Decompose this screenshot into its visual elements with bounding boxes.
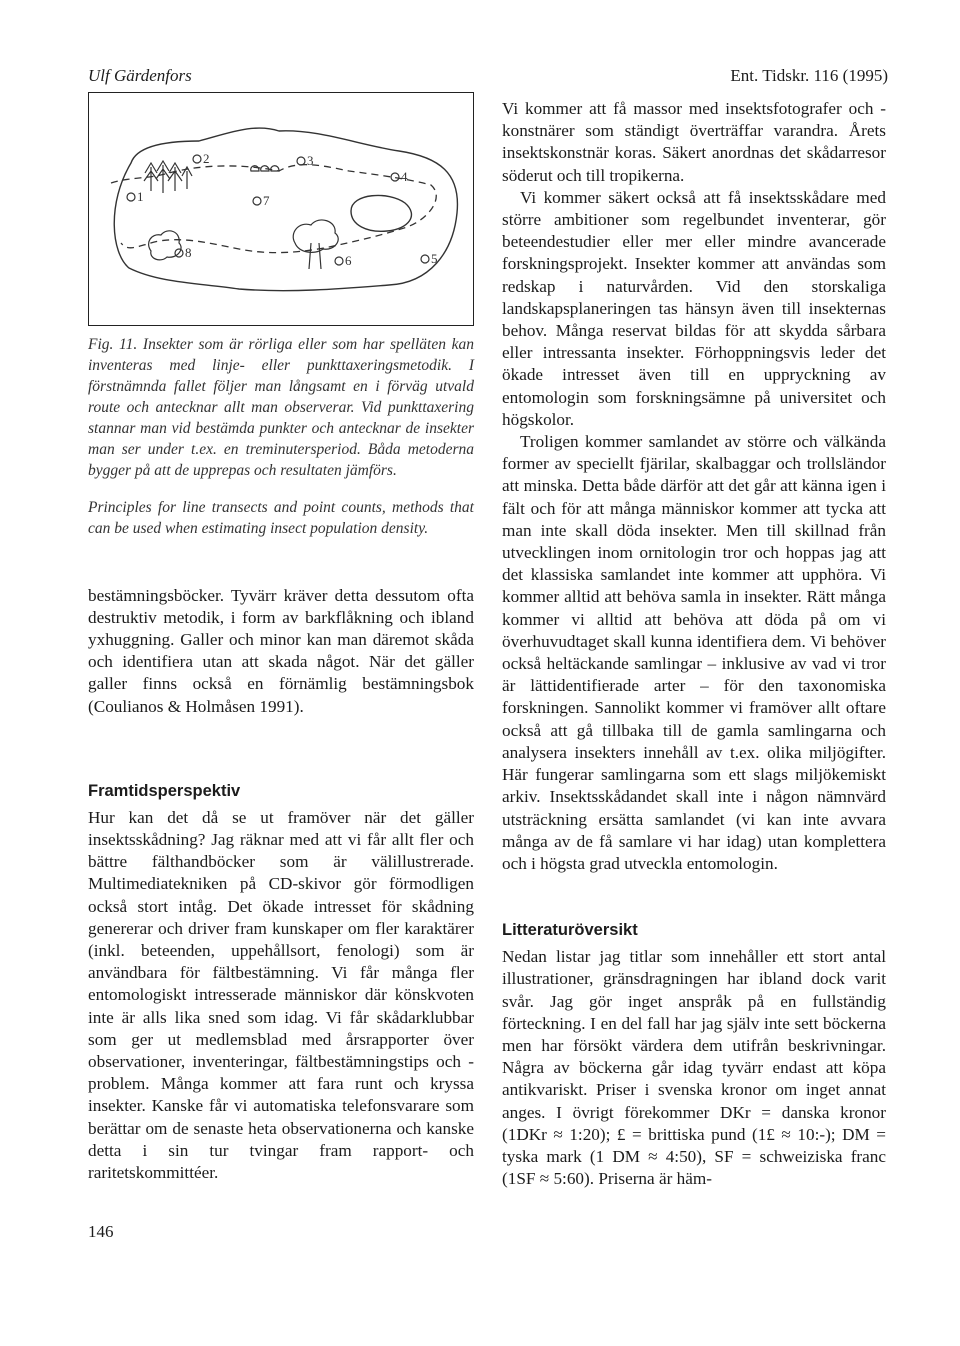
running-header-author: Ulf Gärdenfors	[88, 66, 192, 85]
figure-caption-swedish: Fig. 11. Insekter som är rörliga eller som har spelläten kan inventeras med linje- eller punkttaxeringsmetodik. I förstnämnda fallet följer man långsamt en i förväg utvald route och antecknar allt man observerar. Vid punkttaxering stannar man vid bestämda punkter och antecknar de insekter man ser under t.ex. en treminutersperiod. Båda metoderna bygger på att de upprepas och resultaten jämförs.	[88, 336, 474, 479]
point-label: 4	[401, 169, 408, 184]
body-paragraph: Hur kan det då se ut framöver när det gäller insektsskådning? Jag räknar med att vi får allt fler och bättre fälthandböcker som är välillustrerade. Multimediatekniken på CD-skivor gör förmodligen också stort intåg. Det ökade intresset för skådning genererar och driver fram kunskaper om fler karaktärer (inkl. beteenden, uppehållsort, fenologi) som är användbara för fältbestämning. Vi får många fler entomologiskt intresserade människor där könskvoten inte är alls lika sned som idag. Vi får skådarklubbar som ger ut medlemsblad med årsrapporter över observationer, inventeringar, fältbestämningstips och -problem. Många kommer att fara runt och kryssa insekter. Kanske får vi automatiska telefonsvarare som berättar om de senaste heta observationerna och kanske detta i sin tur tvingar fram rapport- och raritetskommittéer.	[88, 807, 474, 1182]
body-paragraph: Vi kommer att få massor med insektsfotografer och -konstnärer som ständigt överträffar varandra. Årets insektskonstnär koras. Säkert anordnas det skådarresor söderut och till tropikerna.	[502, 99, 886, 185]
body-paragraph: Nedan listar jag titlar som innehåller ett stort antal illustrationer, gränsdragningen har ibland dock varit svår. Jag gör inget anspråk på en fullständig förteckning. I en del fall har jag själv inte sett böckerna men har försökt värdera dem utifrån beskrivningar. Några av böckerna går idag tyvärr endast att köpa antikvariskt. Priser i svenska kronor om inget annat anges. I övrigt förekommer DKr = danska kronor (1DKr ≈ 1:20); £ = brittiska pund (1£ ≈ 10:-); DM = tyska mark (1 DM ≈ 4:50), SF = schweiziska franc (1SF ≈ 5:60). Priserna är häm-	[502, 947, 886, 1189]
route-map-drawing	[89, 93, 474, 326]
figure-caption-english: Principles for line transects and point counts, methods that can be used when estimating insect population density.	[88, 498, 474, 537]
point-label: 2	[203, 151, 210, 166]
figure-illustration	[88, 92, 474, 326]
section-heading: Framtidsperspektiv	[88, 781, 241, 800]
point-label: 1	[137, 189, 144, 204]
body-paragraph: bestämningsböcker. Tyvärr kräver detta dessutom ofta destruktiv metodik, i form av barkflåkning och ibland yxhuggning. Galler och minor kan man däremot skåda och identifiera utan att skada något. När det gäller galler finns också en förnämlig bestämningsbok (Coulianos & Holmåsen 1991).	[88, 585, 474, 716]
section-heading: Litteraturöversikt	[502, 921, 638, 940]
point-label: 6	[345, 253, 352, 268]
left-column	[88, 92, 474, 1184]
right-column	[502, 98, 886, 1190]
point-label: 3	[307, 153, 314, 168]
running-header-journal: Ent. Tidskr. 116 (1995)	[730, 66, 888, 85]
page-number: 146	[88, 1222, 114, 1241]
point-label: 7	[263, 193, 270, 208]
body-paragraph: Vi kommer säkert också att få insektsskådare med större ambitioner som regelbundet inventerar, gör beteendestudier eller mer eller mindre avancerade forskningsprojekt. Insekter kommer att användas som redskap i naturvården. Vid den storskaliga landskapsplaneringen tas hänsyn även till insekternas behov. Många reservat bildas för att skydda sårbara eller intressanta insekter. Förhoppningsvis leder det ökade intresset även till en uppryckning av entomologin som forskningsämne på universitet och högskolor.	[502, 187, 886, 429]
point-label: 8	[185, 245, 192, 260]
point-label: 5	[431, 251, 438, 266]
body-paragraph: Troligen kommer samlandet av större och välkända former av speciellt fjärilar, skalbaggar och trollsländor att minska. Detta både därför att det går att känna igen i fält och för att många människor kommer att tycka att man inte skall döda insekter. Men till skillnad från utvecklingen inom ornitologin tror och hoppas jag att det klassiska samlandet inte kommer att upphöra. Vi kommer alltid att behöva samla in insekter. Rätt många kommer vi alltid att behöva att döda på om vi överhuvudtaget skall kunna identifiera dem. Vi behöver också heltäckande samlingar – inklusive av vad vi tror är lättidentifierade arter – för den taxonomiska forskningen. Sannolikt kommer vi framöver allt oftare också att gå tillbaka till de gamla samlingarna och analysera insekters innehåll av t.ex. olika miljögifter. Här fungerar samlingarna som ett slags miljökemiskt arkiv. Insektsskådandet skall inte i någon nämnvärd utsträckning ersätta samlandet (vi kan inte avvara många av de få samlare vi har idag) utan komplettera och i högsta grad utveckla entomologin.	[502, 432, 886, 873]
